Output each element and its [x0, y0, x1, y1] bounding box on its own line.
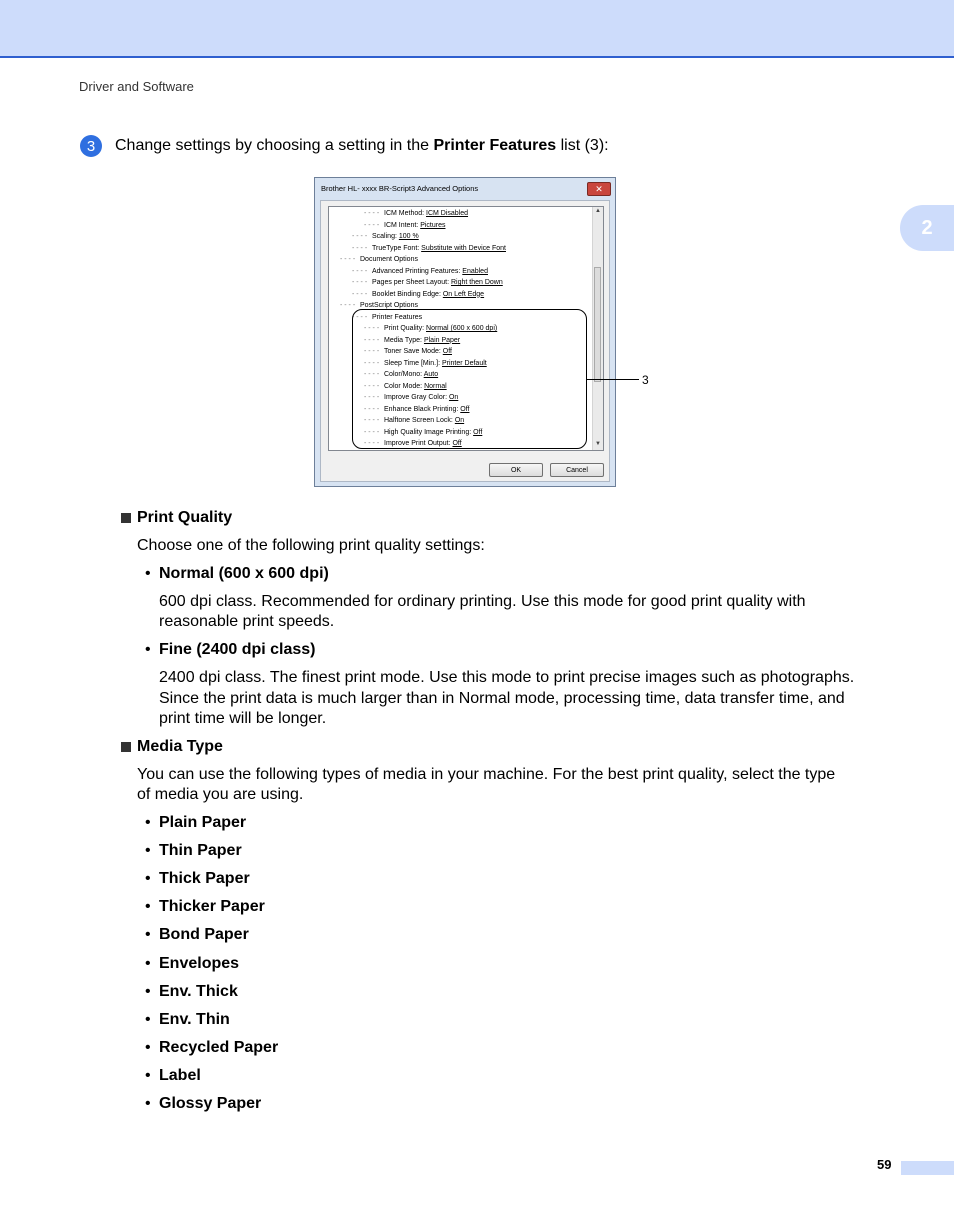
bullet-dot-icon: •	[145, 1010, 151, 1028]
tree-item-label: Enhance Black Printing:	[384, 405, 461, 413]
fine-desc-line2: Since the print data is much larger than in Normal mode, processing time, data transfer time, and	[159, 690, 845, 707]
tree-item-label: Media Type:	[384, 336, 424, 344]
fine-title: Fine (2400 dpi class)	[159, 641, 316, 658]
bullet-dot-icon: •	[145, 814, 151, 831]
close-icon[interactable]: ✕	[587, 182, 611, 196]
normal-title: Normal (600 x 600 dpi)	[159, 565, 329, 582]
tree-item-label: Document Options	[360, 256, 418, 263]
tree-item-label: Toner Save Mode:	[384, 348, 443, 355]
tree-item[interactable]	[360, 256, 418, 263]
tree-item-value[interactable]: 100 %	[398, 233, 419, 240]
media-type-item: Plain Paper	[159, 814, 247, 831]
tree-item-label: TrueType Font:	[372, 244, 422, 252]
tree-item-value[interactable]: Enabled	[462, 267, 488, 275]
tree-item-value[interactable]: On	[454, 417, 465, 424]
tree-item-value[interactable]: Off	[473, 428, 483, 436]
tree-connector: - - - -	[364, 382, 380, 390]
tree-item[interactable]	[384, 222, 445, 229]
tree-connector: - - - -	[364, 440, 380, 447]
tree-item-value[interactable]: Substitute with Device Font	[421, 244, 506, 252]
tree-item[interactable]	[360, 302, 418, 309]
tree-item-value[interactable]: Off	[442, 348, 452, 355]
bullet-dot-icon: •	[145, 842, 151, 860]
bullet-dot-icon: •	[145, 870, 151, 888]
bullet-dot-icon: •	[145, 898, 151, 916]
scroll-thumb[interactable]	[594, 267, 601, 382]
media-type-item: Recycled Paper	[159, 1038, 279, 1056]
tree-connector: - - - -	[364, 336, 380, 344]
tree-item[interactable]	[372, 268, 488, 275]
media-type-item: Glossy Paper	[159, 1095, 262, 1112]
section-title: Driver and Software	[79, 79, 194, 94]
bullet-dot-icon: •	[145, 641, 151, 658]
bullet-dot-icon: •	[145, 1095, 151, 1112]
step-instruction: Change settings by choosing a setting in the Printer Features list (3):	[115, 137, 609, 154]
print-quality-intro: Choose one of the following print quality settings:	[137, 537, 485, 554]
tree-connector: - - - -	[352, 313, 368, 321]
tree-item-label: Printer Features	[372, 313, 423, 321]
tree-item-label: Improve Gray Color:	[384, 394, 449, 401]
tree-item-label: Improve Print Output:	[384, 440, 453, 447]
normal-desc-line2: reasonable print speeds.	[159, 613, 335, 630]
tree-item-value[interactable]: Normal	[424, 382, 447, 390]
dialog-title: Brother HL- xxxx BR-Script3 Advanced Options	[321, 184, 479, 193]
tree-connector: - - - -	[352, 267, 368, 275]
tree-item-label: ICM Method:	[384, 210, 427, 217]
bullet-dot-icon: •	[145, 982, 151, 1000]
media-type-intro-line2: of media you are using.	[137, 786, 304, 803]
tree-item[interactable]	[384, 210, 468, 217]
tree-item-label: High Quality Image Printing:	[384, 428, 474, 436]
media-type-item: Label	[159, 1066, 201, 1084]
media-type-item: Thin Paper	[159, 842, 242, 860]
bullet-dot-icon: •	[145, 1038, 151, 1056]
tree-item-label: Booklet Binding Edge:	[372, 290, 443, 298]
tree-connector: - - - -	[352, 244, 368, 252]
tree-connector: - - - -	[352, 290, 368, 298]
media-type-intro-line1: You can use the following types of media in your machine. For the best print quality, select the type	[137, 766, 836, 783]
tree-item[interactable]	[372, 291, 484, 298]
tree-item[interactable]	[372, 233, 419, 240]
tree-connector: - - - -	[352, 233, 368, 240]
tree-item-label: Print Quality:	[384, 325, 427, 332]
tree-connector: - - - -	[340, 302, 356, 309]
tree-item-value[interactable]: On Left Edge	[442, 290, 485, 298]
media-type-heading: Media Type	[137, 738, 223, 755]
tree-item-value[interactable]: ICM Disabled	[426, 210, 469, 217]
tree-item-label: Color Mode:	[384, 382, 425, 390]
tree-item-label: ICM Intent:	[384, 221, 421, 229]
tree-connector: - - - -	[340, 256, 356, 263]
footer-bar	[901, 1161, 954, 1175]
print-quality-heading: Print Quality	[137, 509, 233, 526]
tree-item-value[interactable]: Auto	[423, 371, 439, 378]
tree-item-label: Sleep Time [Min.]:	[384, 359, 442, 367]
cancel-button[interactable]: Cancel	[550, 463, 604, 477]
tree-item-value[interactable]: Off	[460, 405, 470, 413]
tree-connector: - - - -	[364, 417, 380, 424]
tree-connector: - - - -	[364, 394, 380, 401]
tree-item-label: Pages per Sheet Layout:	[372, 279, 451, 286]
bullet-dot-icon: •	[145, 1066, 151, 1084]
tree-item[interactable]	[372, 245, 506, 252]
tree-item-value[interactable]: Right then Down	[451, 279, 503, 286]
tree-item-value[interactable]: On	[448, 394, 459, 401]
tree-item-value[interactable]: Printer Default	[441, 359, 487, 367]
scroll-up-icon[interactable]: ▲	[595, 208, 601, 214]
tree-item-label: Advanced Printing Features:	[372, 267, 463, 275]
tree-item-value[interactable]: Plain Paper	[423, 336, 461, 344]
tree-item-value[interactable]: Pictures	[420, 221, 446, 229]
tree-connector: - - - -	[364, 359, 380, 367]
tree-connector: - - - -	[364, 405, 380, 413]
media-type-item: Envelopes	[159, 954, 240, 972]
tree-connector: - - - -	[364, 221, 380, 229]
tree-item-label: Scaling:	[372, 233, 399, 240]
media-type-item: Env. Thin	[159, 1010, 230, 1028]
fine-desc-line3: print time will be longer.	[159, 710, 327, 727]
tree-connector: - - - -	[364, 428, 380, 436]
scroll-down-icon[interactable]: ▼	[595, 441, 601, 447]
media-type-item: Thicker Paper	[159, 898, 265, 916]
bullet-dot-icon: •	[145, 565, 151, 582]
chapter-tab: 2	[900, 205, 954, 251]
tree-item-value[interactable]: Normal (600 x 600 dpi)	[426, 325, 498, 332]
ok-button[interactable]: OK	[489, 463, 543, 477]
tree-scrollbar[interactable]	[592, 207, 603, 450]
media-type-item: Bond Paper	[159, 926, 249, 944]
tree-item-label: PostScript Options	[360, 302, 418, 309]
callout-leader	[587, 379, 639, 380]
normal-desc-line1: 600 dpi class. Recommended for ordinary printing. Use this mode for good print quality with	[159, 593, 806, 610]
tree-item[interactable]	[372, 279, 503, 286]
fine-desc-line1: 2400 dpi class. The finest print mode. Use this mode to print precise images such as photographs.	[159, 669, 855, 686]
tree-connector: - - - -	[364, 371, 380, 378]
bullet-square-icon	[121, 742, 131, 752]
media-type-item: Thick Paper	[159, 870, 250, 888]
printer-features-callout	[352, 309, 587, 449]
tree-connector: - - - -	[364, 210, 380, 217]
step-number: 3	[80, 135, 102, 157]
bullet-square-icon	[121, 513, 131, 523]
bullet-dot-icon: •	[145, 926, 151, 944]
tree-item-label: Halftone Screen Lock:	[384, 417, 455, 424]
callout-number: 3	[642, 373, 649, 387]
tree-connector: - - - -	[364, 325, 380, 332]
bullet-dot-icon: •	[145, 954, 151, 972]
page-number: 59	[877, 1157, 892, 1172]
tree-item-value[interactable]: Off	[452, 440, 462, 447]
tree-connector: - - - -	[364, 348, 380, 355]
tree-item-label: Color/Mono:	[384, 371, 424, 378]
tree-connector: - - - -	[352, 279, 368, 286]
top-banner	[0, 0, 954, 58]
media-type-item: Env. Thick	[159, 982, 238, 1000]
